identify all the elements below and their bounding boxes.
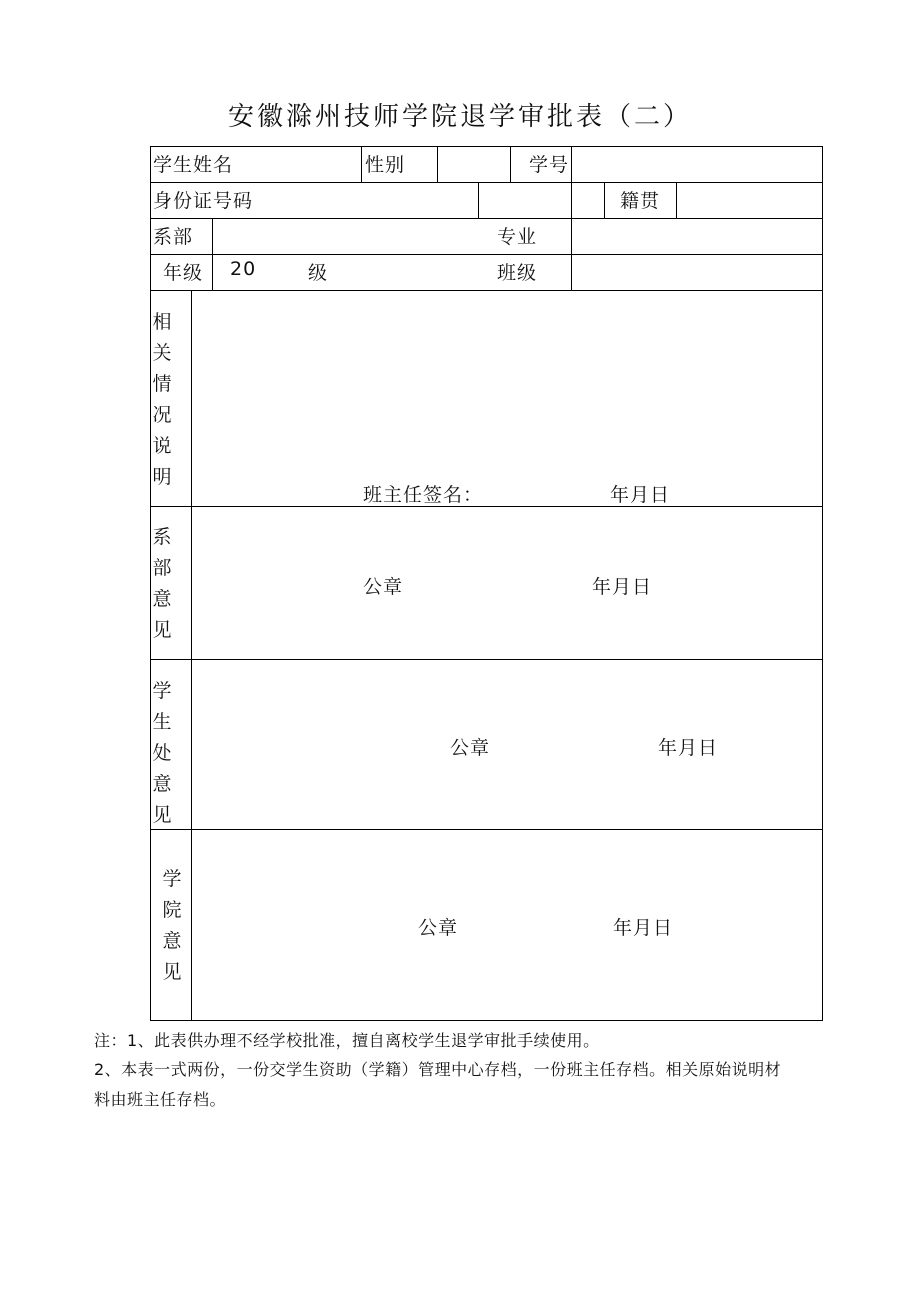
department-opinion-label: 系部意见 (152, 526, 172, 641)
note-line-1: 注：1、此表供办理不经学校批准，擅自离校学生退学审批手续使用。 (94, 1031, 600, 1050)
college-seal: 公章 (418, 917, 459, 939)
row-divider (150, 829, 823, 830)
cell-divider (571, 182, 572, 218)
student-affairs-date: 年月日 (658, 737, 719, 759)
row-divider (150, 506, 823, 507)
student-id-label: 学号 (529, 154, 570, 176)
id-number-label: 身份证号码 (153, 190, 254, 212)
note-line-3: 料由班主任存档。 (94, 1090, 227, 1109)
cell-divider (212, 218, 213, 290)
cell-divider (571, 218, 572, 290)
college-date: 年月日 (613, 917, 674, 939)
college-opinion-label: 学院意见 (162, 868, 182, 983)
student-name-label: 学生姓名 (153, 154, 234, 176)
cell-divider (437, 146, 438, 182)
row-divider (150, 218, 823, 219)
class-label: 班级 (497, 262, 538, 284)
gender-label: 性别 (365, 154, 406, 176)
cell-divider (510, 146, 511, 182)
grade-suffix: 级 (308, 262, 329, 284)
grade-label: 年级 (163, 262, 204, 284)
native-place-label: 籍贯 (620, 190, 661, 212)
section-label-divider (191, 290, 192, 1021)
note-line-2: 2、本表一式两份，一份交学生资助（学籍）管理中心存档，一份班主任存档。相关原始说明材 (94, 1060, 782, 1079)
row-divider (150, 659, 823, 660)
grade-year-prefix: 20 (230, 258, 257, 280)
row-divider (150, 254, 823, 255)
cell-divider (676, 182, 677, 218)
cell-divider (604, 182, 605, 218)
department-label: 系部 (153, 226, 194, 248)
student-affairs-seal: 公章 (450, 737, 491, 759)
head-teacher-signature-label: 班主任签名： (363, 484, 484, 506)
form-title: 安徽滁州技师学院退学审批表（二） (227, 102, 692, 132)
cell-divider (571, 146, 572, 182)
cell-divider (361, 146, 362, 182)
cell-divider (478, 182, 479, 218)
situation-date: 年月日 (610, 484, 671, 506)
student-affairs-opinion-label: 学生处意见 (152, 680, 172, 826)
situation-section-label: 相关情况说明 (152, 311, 172, 488)
department-date: 年月日 (592, 576, 653, 598)
row-divider (150, 182, 823, 183)
major-label: 专业 (497, 226, 538, 248)
department-seal: 公章 (363, 576, 404, 598)
row-divider (150, 290, 823, 291)
